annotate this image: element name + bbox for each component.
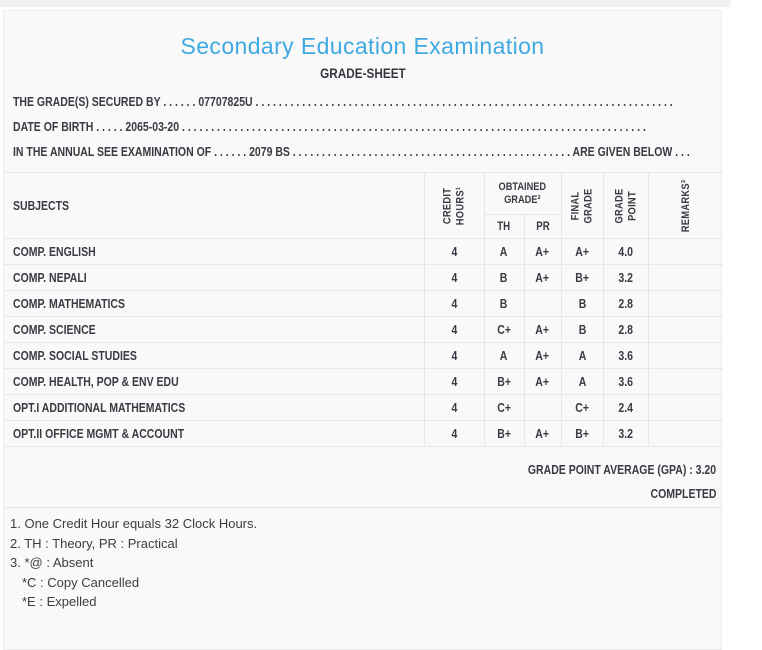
grade-point-cell: 3.6 <box>603 369 648 395</box>
footnote-credit-hour: 1. One Credit Hour equals 32 Clock Hours. <box>10 516 258 531</box>
footnotes <box>10 514 257 612</box>
top-bar <box>0 0 731 7</box>
remarks-cell <box>648 421 723 447</box>
col-header-th: TH <box>484 215 524 239</box>
table-row <box>4 239 723 265</box>
final-grade-cell: B+ <box>561 421 603 447</box>
remarks-cell <box>648 291 723 317</box>
col-header-obtained-grade: OBTAINED GRADE² <box>484 173 561 215</box>
table-row <box>4 395 723 421</box>
pr-grade-cell: A+ <box>524 317 561 343</box>
credit-hours-cell: 4 <box>424 317 484 343</box>
remarks-cell <box>648 395 723 421</box>
col-header-credit-hours: CREDIT HOURS¹ <box>424 173 484 239</box>
grade-point-cell: 2.4 <box>603 395 648 421</box>
th-grade-cell: B <box>484 265 524 291</box>
grade-sheet-card <box>3 10 722 650</box>
th-grade-cell: A <box>484 239 524 265</box>
th-grade-cell: B+ <box>484 369 524 395</box>
subject-cell: COMP. MATHEMATICS <box>4 291 424 317</box>
th-grade-cell: B <box>484 291 524 317</box>
th-grade-cell: C+ <box>484 395 524 421</box>
grade-point-cell: 2.8 <box>603 317 648 343</box>
table-row <box>4 265 723 291</box>
table-row <box>4 317 723 343</box>
grade-point-cell: 4.0 <box>603 239 648 265</box>
final-grade-cell: C+ <box>561 395 603 421</box>
secured-by-line: THE GRADE(S) SECURED BY . . . . . . 07707825U . . . . . . . . . . . . . . . . . . . . . . . . . . . . . . . . . . . . . . . . . . . . . . . . . . . . . . . . . . . . . . . . . . . . . . . . <box>13 95 673 109</box>
remarks-cell <box>648 265 723 291</box>
pr-grade-cell: A+ <box>524 239 561 265</box>
col-header-remarks: REMARKS³ <box>648 173 723 239</box>
final-grade-cell: A <box>561 369 603 395</box>
credit-hours-cell: 4 <box>424 291 484 317</box>
date-of-birth-line: DATE OF BIRTH . . . . . 2065-03-20 . . . . . . . . . . . . . . . . . . . . . . . . . . . . . . . . . . . . . . . . . . . . . . . . . . . . . . . . . . . . . . . . . . . . . . . . . . . . . . . . <box>13 120 646 134</box>
pr-grade-cell: A+ <box>524 343 561 369</box>
subject-cell: COMP. HEALTH, POP & ENV EDU <box>4 369 424 395</box>
grade-point-cell: 2.8 <box>603 291 648 317</box>
pr-grade-cell: A+ <box>524 265 561 291</box>
table-row <box>4 291 723 317</box>
col-header-final-grade: FINAL GRADE <box>561 173 603 239</box>
subject-cell: COMP. ENGLISH <box>4 239 424 265</box>
credit-hours-cell: 4 <box>424 369 484 395</box>
credit-hours-cell: 4 <box>424 421 484 447</box>
remarks-cell <box>648 343 723 369</box>
pr-grade-cell: A+ <box>524 369 561 395</box>
grade-point-cell: 3.2 <box>603 265 648 291</box>
credit-hours-cell: 4 <box>424 239 484 265</box>
footnotes-divider <box>4 507 721 508</box>
footnote-expelled: *E : Expelled <box>22 594 97 609</box>
pr-grade-cell <box>524 395 561 421</box>
credit-hours-cell: 4 <box>424 395 484 421</box>
page-subtitle: GRADE-SHEET <box>319 65 406 81</box>
col-header-pr: PR <box>524 215 561 239</box>
pr-grade-cell <box>524 291 561 317</box>
footnote-th-pr: 2. TH : Theory, PR : Practical <box>10 535 178 551</box>
final-grade-cell: B <box>561 317 603 343</box>
col-header-grade-point: GRADE POINT <box>603 173 648 239</box>
subject-cell: COMP. SOCIAL STUDIES <box>4 343 424 369</box>
credit-hours-cell: 4 <box>424 265 484 291</box>
table-row <box>4 421 723 447</box>
page-title: Secondary Education Examination <box>180 33 545 59</box>
remarks-cell <box>648 317 723 343</box>
subject-cell: OPT.I ADDITIONAL MATHEMATICS <box>4 395 424 421</box>
subject-cell: OPT.II OFFICE MGMT & ACCOUNT <box>4 421 424 447</box>
final-grade-cell: B <box>561 291 603 317</box>
final-grade-cell: A <box>561 343 603 369</box>
pr-grade-cell: A+ <box>524 421 561 447</box>
col-header-subjects: SUBJECTS <box>4 173 424 239</box>
grades-table <box>4 172 723 447</box>
final-grade-cell: A+ <box>561 239 603 265</box>
footnote-absent: 3. *@ : Absent <box>10 555 94 570</box>
th-grade-cell: A <box>484 343 524 369</box>
gpa-line: GRADE POINT AVERAGE (GPA) : 3.20 <box>527 463 716 477</box>
remarks-cell <box>648 239 723 265</box>
completed-status: COMPLETED <box>650 487 716 501</box>
subject-cell: COMP. NEPALI <box>4 265 424 291</box>
examination-line: IN THE ANNUAL SEE EXAMINATION OF . . . . . . 2079 BS . . . . . . . . . . . . . . . . . . . . . . . . . . . . . . . . . . . . . . . . . . . . . . . . ARE GIVEN BELOW . . . <box>13 145 690 159</box>
grade-point-cell: 3.2 <box>603 421 648 447</box>
th-grade-cell: B+ <box>484 421 524 447</box>
subject-cell: COMP. SCIENCE <box>4 317 424 343</box>
footnote-copy-cancelled: *C : Copy Cancelled <box>22 574 140 590</box>
remarks-cell <box>648 369 723 395</box>
final-grade-cell: B+ <box>561 265 603 291</box>
table-row <box>4 369 723 395</box>
credit-hours-cell: 4 <box>424 343 484 369</box>
table-row <box>4 343 723 369</box>
th-grade-cell: C+ <box>484 317 524 343</box>
grade-point-cell: 3.6 <box>603 343 648 369</box>
